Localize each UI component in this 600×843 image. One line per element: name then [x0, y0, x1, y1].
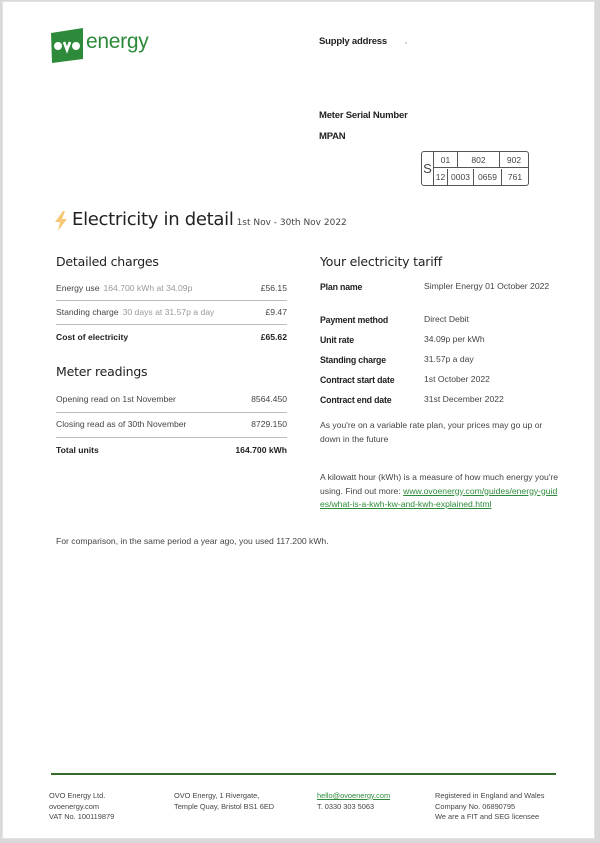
tariff-label-payment-method: Payment method	[320, 315, 389, 325]
billing-period: 1st Nov - 30th Nov 2022	[236, 218, 347, 228]
charge-row-energy-use	[56, 283, 287, 293]
kwh-guide-link[interactable]: www.ovoenergy.com/guides/energy-guides/what-is-a-kwh-kw-and-kwh-explained.html	[320, 485, 558, 509]
tariff-label-contract-end: Contract end date	[320, 395, 392, 405]
reading-value: 8729.150	[251, 419, 287, 429]
reading-total-label: Total units	[56, 445, 99, 455]
tariff-label-unit-rate: Unit rate	[320, 335, 354, 345]
footer-phone: T. 0330 303 5063	[317, 801, 375, 811]
logo-text: energy	[86, 30, 149, 53]
variable-rate-note: As you're on a variable rate plan, your prices may go up or down in the future	[320, 420, 543, 444]
mpan-cell: 12	[434, 169, 448, 185]
meter-serial-label: Meter Serial Number	[319, 110, 408, 121]
footer-licensee: We are a FIT and SEG licensee	[435, 812, 540, 821]
footer-company-info	[49, 791, 114, 823]
tariff-value-payment-method: Direct Debit	[424, 314, 469, 324]
reading-row-opening	[56, 394, 287, 404]
mpan-cell: 761	[507, 172, 523, 182]
footer-contact	[317, 791, 390, 812]
footer-company-name: OVO Energy Ltd.	[49, 791, 106, 800]
charge-value: £56.15	[260, 283, 287, 293]
footer-registration	[435, 791, 544, 823]
mpan-label: MPAN	[319, 131, 346, 142]
tariff-value-plan-name: Simpler Energy 01 October 2022	[424, 281, 550, 291]
ovo-logo-mark-icon	[49, 27, 85, 63]
footer-registered: Registered in England and Wales	[435, 791, 545, 800]
charge-label: Standing charge	[56, 307, 119, 317]
mpan-box	[421, 151, 529, 186]
reading-row-closing	[56, 419, 287, 429]
mpan-cell: 0003	[448, 169, 474, 185]
kwh-explainer-text: A kilowatt hour (kWh) is a measure of how much energy you're using. Find out more:	[320, 472, 559, 496]
footer-address-line-2: Temple Quay, Bristol BS1 6ED	[174, 801, 275, 811]
footer-address	[174, 791, 274, 812]
reading-total-row	[56, 445, 287, 455]
mpan-cell: 01	[434, 152, 458, 167]
mpan-cell: 0659	[474, 169, 502, 185]
charge-label: Energy use	[56, 283, 100, 293]
footer-company-number: Company No. 06890795	[435, 801, 516, 811]
charge-total-value: £65.62	[260, 332, 287, 342]
year-comparison-note: For comparison, in the same period a year ago, you used 117.200 kWh.	[56, 536, 329, 546]
divider	[56, 437, 287, 438]
divider	[56, 324, 287, 325]
detailed-charges-heading: Detailed charges	[56, 254, 159, 269]
tariff-value-contract-start: 1st October 2022	[424, 374, 490, 384]
meter-readings-heading: Meter readings	[56, 364, 148, 379]
mpan-bottom-row	[434, 169, 528, 185]
mpan-cell: 902	[506, 155, 522, 165]
tariff-value-standing-charge: 31.57p a day	[424, 354, 474, 364]
charge-detail: 30 days at 31.57p a day	[122, 307, 215, 317]
footer-website[interactable]: ovoenergy.com	[49, 801, 99, 811]
mpan-cell: 802	[458, 152, 500, 167]
charge-detail: 164.700 kWh at 34.09p	[103, 283, 193, 293]
lightning-bolt-icon	[54, 211, 68, 231]
divider	[56, 412, 287, 413]
mpan-prefix: S	[422, 152, 434, 185]
supply-address-label: Supply address	[319, 36, 387, 47]
reading-total-value: 164.700 kWh	[235, 445, 287, 455]
footer-divider	[51, 773, 556, 775]
tariff-label-standing-charge: Standing charge	[320, 355, 386, 365]
reading-label: Opening read on 1st November	[56, 394, 176, 404]
reading-label: Closing read as of 30th November	[56, 419, 187, 429]
mpan-top-row	[434, 152, 528, 168]
footer-vat-number: VAT No. 100119879	[49, 812, 115, 821]
tariff-label-plan-name: Plan name	[320, 282, 363, 292]
footer-address-line-1: OVO Energy, 1 Rivergate,	[174, 791, 260, 800]
bill-page	[2, 1, 595, 839]
section-title	[72, 209, 347, 230]
charge-total-row	[56, 332, 287, 342]
tariff-label-contract-start: Contract start date	[320, 375, 395, 385]
reading-value: 8564.450	[251, 394, 287, 404]
footer-email-link[interactable]: hello@ovoenergy.com	[317, 791, 391, 800]
tariff-value-unit-rate: 34.09p per kWh	[424, 334, 485, 344]
divider	[56, 300, 287, 301]
charge-total-label: Cost of electricity	[56, 332, 129, 342]
charge-row-standing-charge	[56, 307, 287, 317]
tariff-value-contract-end: 31st December 2022	[424, 394, 504, 404]
supply-address-value: ,	[405, 37, 408, 45]
kwh-explainer	[320, 471, 560, 512]
section-title-text: Electricity in detail	[72, 209, 234, 230]
charge-value: £9.47	[265, 307, 287, 317]
tariff-heading: Your electricity tariff	[320, 254, 442, 269]
ovo-energy-logo	[49, 25, 149, 65]
